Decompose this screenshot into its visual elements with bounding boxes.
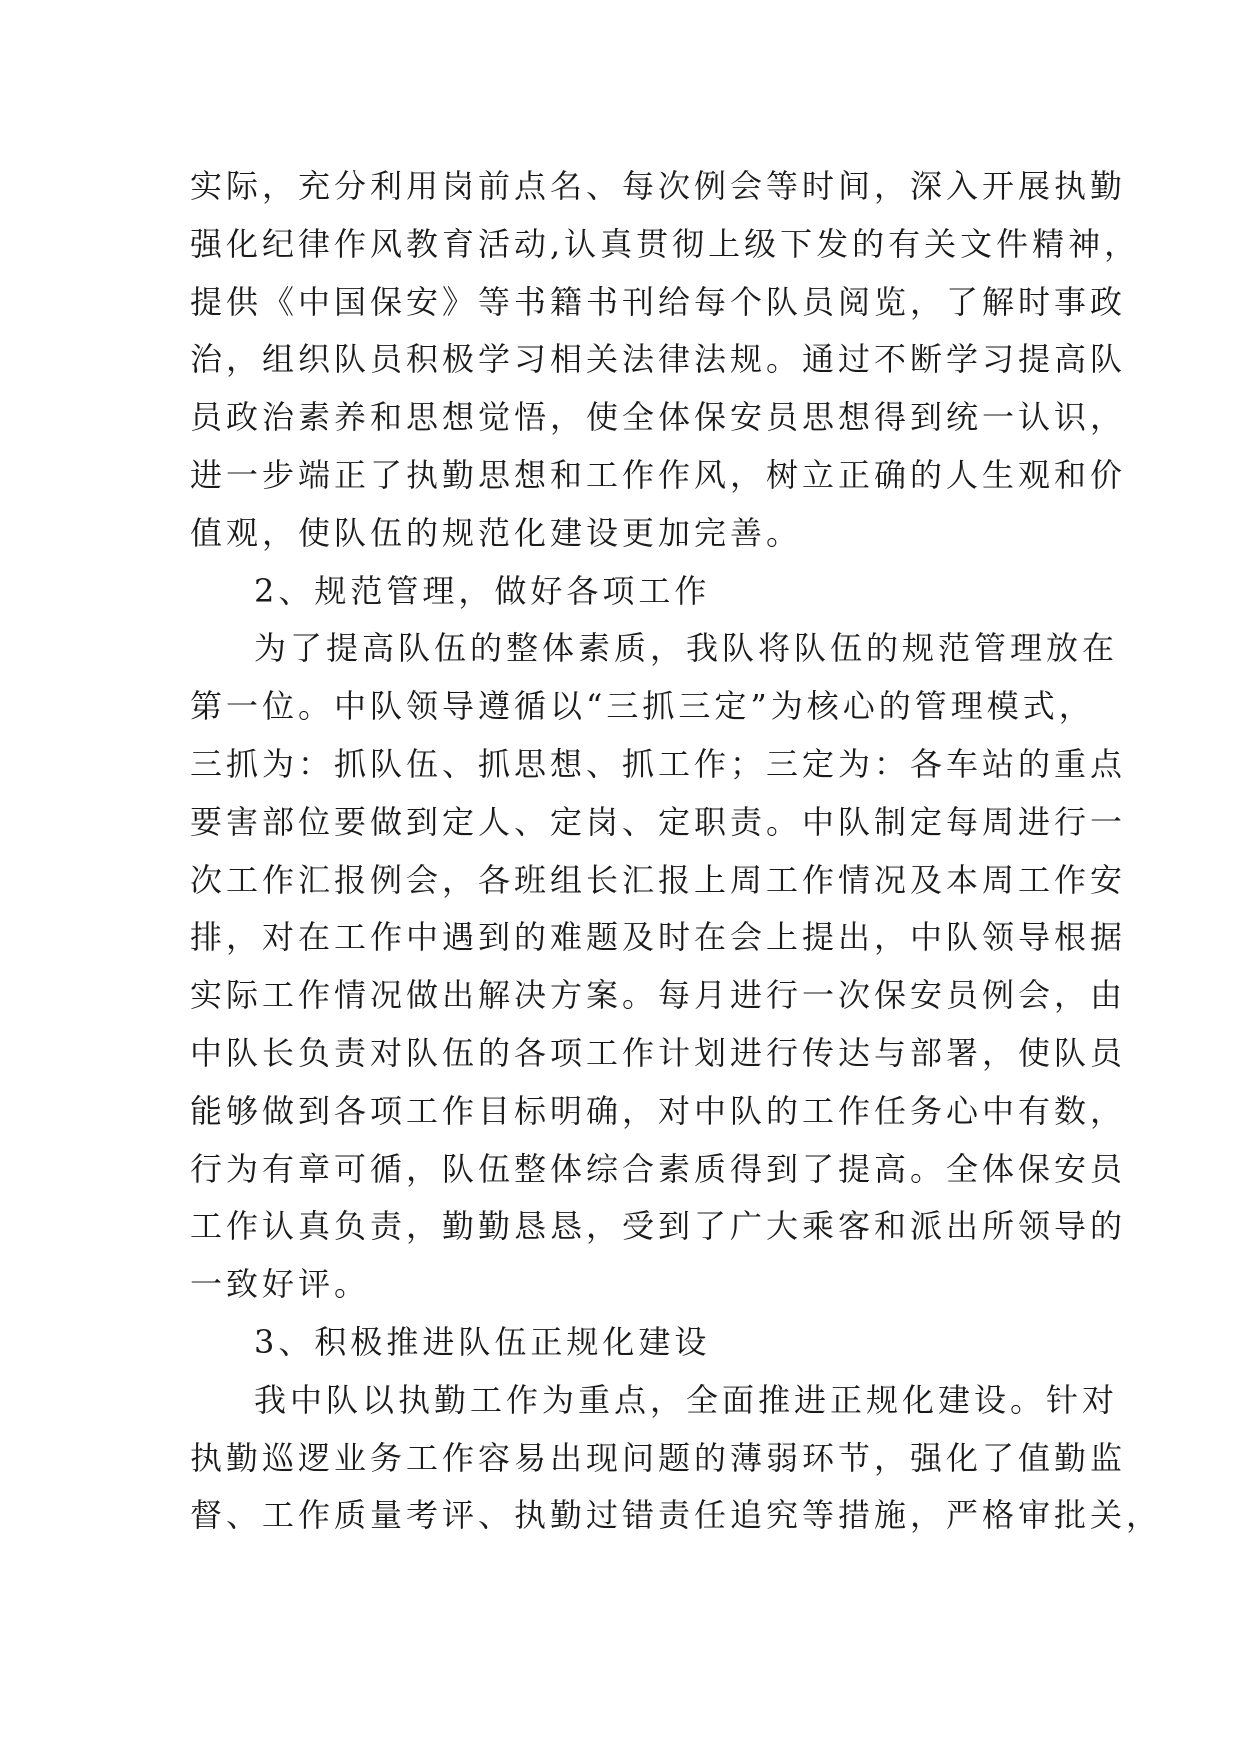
text-line: 三抓为：抓队伍、抓思想、抓工作；三定为：各车站的重点 [190, 744, 1127, 783]
paragraph-start-line: 3、积极推进队伍正规化建设 [254, 1322, 711, 1361]
text-line: 中队长负责对队伍的各项工作计划进行传达与部署，使队员 [190, 1033, 1127, 1072]
text-line: 值观，使队伍的规范化建设更加完善。 [190, 513, 803, 552]
paragraph-start-line: 我中队以执勤工作为重点，全面推进正规化建设。针对 [254, 1380, 1119, 1419]
text-line: 行为有章可循，队伍整体综合素质得到了提高。全体保安员 [190, 1149, 1127, 1188]
text-line: 督、工作质量考评、执勤过错责任追究等措施，严格审批关， [190, 1496, 1163, 1535]
body-text [190, 158, 1163, 1545]
text-line: 能够做到各项工作目标明确，对中队的工作任务心中有数， [190, 1091, 1127, 1130]
text-line: 第一位。中队领导遵循以“三抓三定”为核心的管理模式， [190, 687, 1095, 726]
text-line: 强化纪律作风教育活动,认真贯彻上级下发的有关文件精神， [190, 224, 1141, 263]
text-line: 要害部位要做到定人、定岗、定职责。中队制定每周进行一 [190, 802, 1127, 841]
text-line: 一致好评。 [190, 1265, 371, 1304]
text-line: 员政治素养和思想觉悟，使全体保安员思想得到统一认识， [190, 398, 1127, 437]
text-line: 执勤巡逻业务工作容易出现问题的薄弱环节，强化了值勤监 [190, 1438, 1127, 1477]
text-line: 提供《中国保安》等书籍书刊给每个队员阅览，了解时事政 [190, 282, 1127, 321]
text-line: 实际，充分利用岗前点名、每次例会等时间，深入开展执勤 [190, 167, 1127, 205]
text-line: 实际工作情况做出解决方案。每月进行一次保安员例会，由 [190, 976, 1127, 1015]
text-line: 次工作汇报例会，各班组长汇报上周工作情况及本周工作安 [190, 860, 1127, 899]
text-line: 进一步端正了执勤思想和工作作风，树立正确的人生观和价 [190, 455, 1127, 494]
text-line: 治，组织队员积极学习相关法律法规。通过不断学习提高队 [190, 340, 1127, 379]
text-line: 排，对在工作中遇到的难题及时在会上提出，中队领导根据 [190, 918, 1127, 957]
paragraph-start-line: 2、规范管理，做好各项工作 [254, 571, 711, 610]
paragraph-start-line: 为了提高队伍的整体素质，我队将队伍的规范管理放在 [254, 629, 1119, 668]
text-line: 工作认真负责，勤勤恳恳，受到了广大乘客和派出所领导的 [190, 1207, 1127, 1246]
